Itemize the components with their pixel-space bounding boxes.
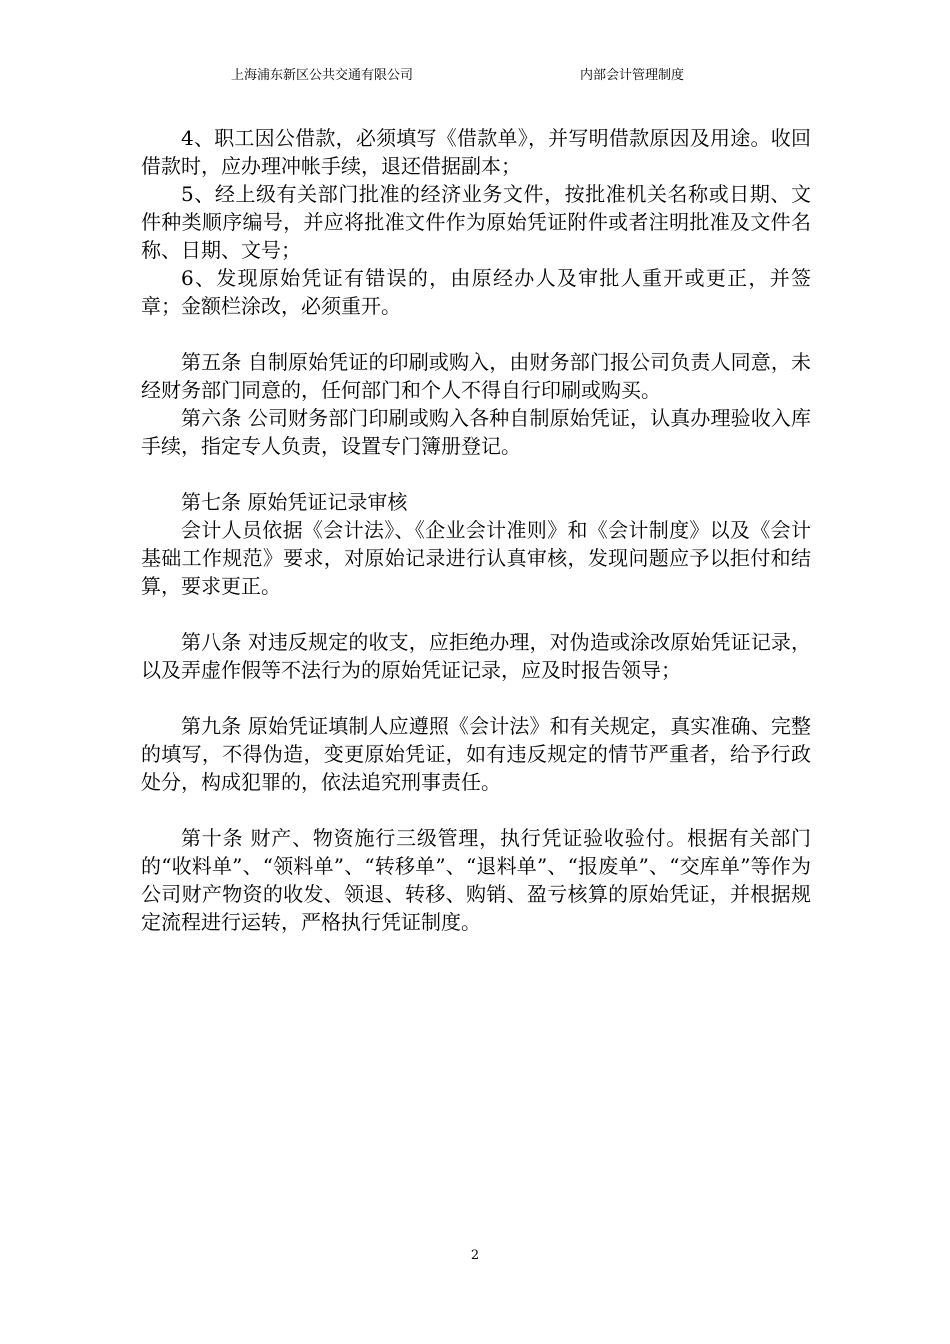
header-company-name: 上海浦东新区公共交通有限公司 — [231, 68, 414, 83]
paragraph-article-6: 第六条 公司财务部门印刷或购入各种自制原始凭证，认真办理验收入库手续，指定专人负责，设置专门簿册登记。 — [141, 406, 811, 458]
page-number: 2 — [470, 1248, 480, 1263]
paragraph-article-5: 第五条 自制原始凭证的印刷或购入，由财务部门报公司负责人同意，未经财务部门同意的，任何部门和个人不得自行印刷或购买。 — [141, 350, 811, 402]
paragraph-item-6: 6、发现原始凭证有错误的，由原经办人及审批人重开或更正，并签章；金额栏涂改，必须重开。 — [141, 266, 811, 318]
paragraph-article-10: 第十条 财产、物资施行三级管理，执行凭证验收验付。根据有关部门的“收料单”、“领料单”、“转移单”、“退料单”、“报废单”、“交库单”等作为公司财产物资的收发、领退、转移、购销、盈亏核算的原始凭证，并根据规定流程进行运转，严格执行凭证制度。 — [141, 826, 811, 934]
paragraph-article-7-heading: 第七条 原始凭证记录审核 — [181, 490, 408, 514]
paragraph-article-7-body: 会计人员依据《会计法》、《企业会计准则》和《会计制度》以及《会计基础工作规范》要求，对原始记录进行认真审核，发现问题应予以拒付和结算，要求更正。 — [141, 518, 811, 598]
paragraph-article-9: 第九条 原始凭证填制人应遵照《会计法》和有关规定，真实准确、完整的填写，不得伪造，变更原始凭证，如有违反规定的情节严重者，给予行政处分，构成犯罪的，依法追究刑事责任。 — [141, 714, 811, 794]
paragraph-item-4: 4、职工因公借款，必须填写《借款单》，并写明借款原因及用途。收回借款时，应办理冲帐手续，退还借据副本； — [141, 126, 811, 178]
paragraph-item-5: 5、经上级有关部门批准的经济业务文件，按批准机关名称或日期、文件种类顺序编号，并应将批准文件作为原始凭证附件或者注明批准及文件名称、日期、文号； — [141, 182, 811, 262]
page-header — [0, 64, 950, 88]
paragraph-article-8: 第八条 对违反规定的收支，应拒绝办理，对伪造或涂改原始凭证记录，以及弄虚作假等不法行为的原始凭证记录，应及时报告领导； — [141, 630, 811, 682]
document-body — [141, 124, 811, 936]
header-document-title: 内部会计管理制度 — [580, 68, 685, 83]
